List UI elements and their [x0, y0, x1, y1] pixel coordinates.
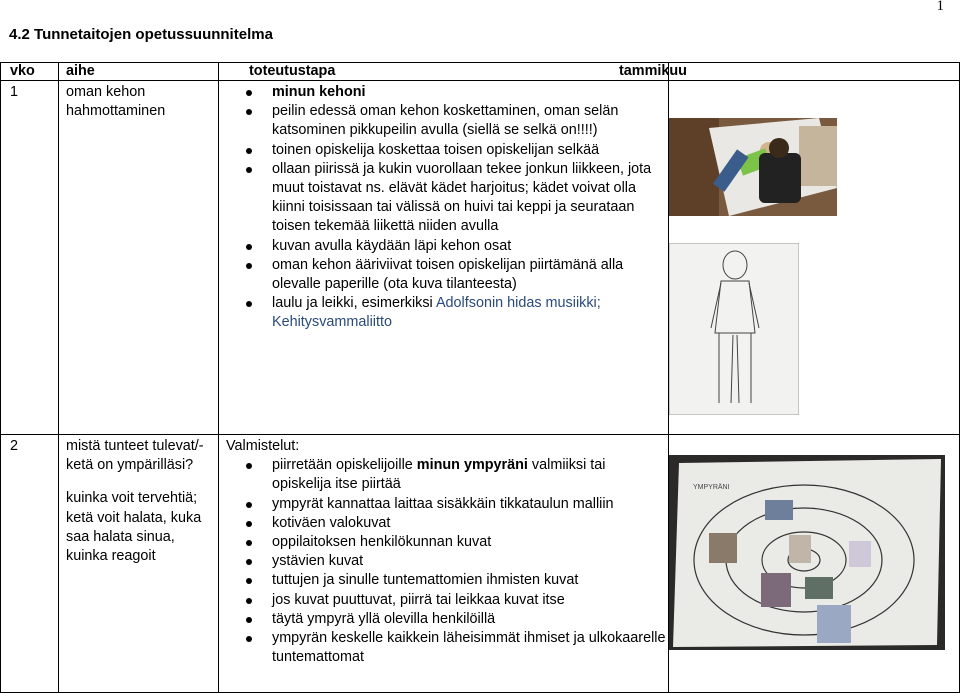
- list-item: toinen opiskelija koskettaa toisen opiskelijan selkää: [272, 141, 668, 160]
- table-row: [1, 81, 960, 435]
- list-item: oman kehon ääriviivat toisen opiskelijan piirtämänä alla olevalle paperille (ota kuva tilanteesta): [272, 256, 668, 294]
- header-month: tammikuu: [619, 63, 910, 81]
- list-item: ollaan piirissä ja kukin vuorollaan tekee jonkun liikkeen, jota muut toistavat ns. elävät kädet harjoitus; kädet voivat olla kiinni toisissaan tai välissä on huivi tai keppi ja seurataan toisen tekemää liikettä niiden avulla: [272, 160, 668, 237]
- curriculum-table: [0, 62, 960, 693]
- list-item: ympyrän keskelle kaikkein läheisimmät ihmiset ja ulkokaarelle tuntemattomat: [272, 629, 668, 667]
- page-number: 1: [936, 0, 944, 14]
- prep-label: Valmistelut:: [226, 438, 300, 454]
- list-item: kuvan avulla käydään läpi kehon osat: [272, 237, 668, 256]
- method-cell: [219, 81, 669, 435]
- item-bold-text: minun ympyräni: [416, 457, 528, 474]
- table-header-row: [1, 63, 960, 81]
- item-text: piirretään opiskelijoille: [272, 457, 417, 474]
- list-item: oppilaitoksen henkilökunnan kuvat: [272, 533, 668, 552]
- list-item: kotiväen valokuvat: [272, 514, 668, 533]
- list-item: peilin edessä oman kehon koskettaminen, oman selän katsominen pikkupeilin avulla (siellä se selkä on!!!!): [272, 102, 668, 140]
- method-list: [219, 83, 668, 333]
- topic-text: mistä tunteet tulevat/- ketä on ympärilläsi?: [66, 438, 204, 474]
- topic-text: kuinka voit tervehtiä; ketä voit halata, kuka saa halata sinua, kuinka reagoit: [66, 490, 202, 565]
- table-row: [1, 435, 960, 693]
- image-cell: [669, 81, 960, 435]
- method-list: [226, 456, 668, 667]
- list-item: [272, 456, 668, 494]
- header-topic: aihe: [59, 63, 219, 81]
- list-item: ystävien kuvat: [272, 552, 668, 571]
- list-item: [272, 294, 668, 332]
- body-tracing-photo: [669, 118, 837, 216]
- item-text: valmiiksi tai opiskelija itse piirtää: [272, 457, 606, 493]
- header-week: vko: [1, 63, 59, 81]
- topic-text: oman kehon hahmottaminen: [59, 81, 219, 435]
- method-cell: [219, 435, 669, 693]
- list-item: tuttujen ja sinulle tuntemattomien ihmisten kuvat: [272, 571, 668, 590]
- page-heading: 4.2 Tunnetaitojen opetussuunnitelma: [9, 26, 273, 43]
- poster-label: YMPYRÄNI: [693, 484, 730, 491]
- week-number: 2: [1, 435, 59, 693]
- header-method: toteutustapa: [219, 63, 669, 81]
- circle-poster-photo: [669, 455, 945, 650]
- topic-cell: [59, 435, 219, 693]
- list-item: jos kuvat puuttuvat, piirrä tai leikkaa kuvat itse: [272, 591, 668, 610]
- body-outline-drawing-photo: [669, 243, 799, 415]
- item-text: laulu ja leikki, esimerkiksi: [272, 295, 436, 312]
- list-item: minun kehoni: [272, 83, 668, 102]
- list-item: täytä ympyrä yllä olevilla henkilöillä: [272, 610, 668, 629]
- image-cell: [669, 435, 960, 693]
- list-item: ympyrät kannattaa laittaa sisäkkäin tikkataulun malliin: [272, 495, 668, 514]
- song-link[interactable]: Adolfsonin hidas musiikki; Kehitysvammaliitto: [272, 295, 601, 331]
- week-number: 1: [1, 81, 59, 435]
